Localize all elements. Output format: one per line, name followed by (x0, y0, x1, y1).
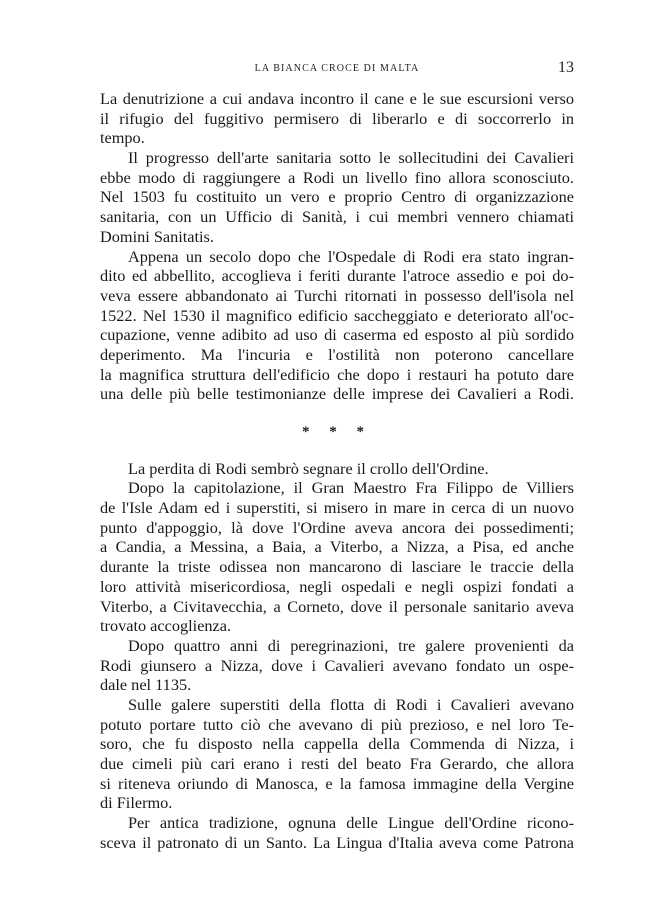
text-line: dito ed abbellito, accoglieva i feriti durante l'atroce assedio e poi do- (100, 266, 574, 286)
text-line: a Candia, a Messina, a Baia, a Viterbo, a Nizza, a Pisa, ed anche (100, 537, 574, 557)
body-text (100, 89, 574, 852)
text-line: Sulle galere superstiti della flotta di Rodi i Cavalieri avevano (128, 694, 574, 714)
text-line: de l'Isle Adam ed i superstiti, si misero in mare in cerca di un nuovo (100, 498, 574, 518)
text-line: loro attività misericordiosa, negli ospedali e negli ospizi fondati a (100, 576, 574, 596)
text-line: cupazione, venne adibito ad uso di caserma ed esposto al più sordido (100, 325, 574, 345)
text-line: ebbe modo di raggiungere a Rodi un livello fino allora sconosciuto. (100, 167, 574, 187)
text-line: tempo. (100, 128, 145, 148)
text-line: Dopo la capitolazione, il Gran Maestro Fra Filippo de Villiers (128, 478, 574, 498)
text-line: sanitaria, con un Ufficio di Sanità, i cui membri vennero chiamati (100, 207, 574, 227)
section-separator: * * * (302, 424, 372, 440)
text-line: il rifugio del fuggitivo permisero di liberarlo e di soccorrerlo in (100, 108, 574, 128)
text-line: una delle più belle testimonianze delle imprese dei Cavalieri a Rodi. (100, 384, 574, 404)
text-line: La perdita di Rodi sembrò segnare il crollo dell'Ordine. (128, 458, 489, 478)
running-title: LA BIANCA CROCE DI MALTA (254, 63, 420, 74)
text-line: Per antica tradizione, ognuna delle Lingue dell'Ordine ricono- (128, 813, 574, 833)
text-line: soro, che fu disposto nella cappella della Commenda di Nizza, i (100, 734, 574, 754)
text-line: Il progresso dell'arte sanitaria sotto le sollecitudini dei Cavalieri (128, 148, 574, 168)
text-line: sceva il patronato di un Santo. La Lingua d'Italia aveva come Patrona (100, 832, 574, 852)
text-line: due cimeli più cari erano i resti del beato Fra Gerardo, che allora (100, 754, 574, 773)
section-after-rodi (100, 459, 574, 853)
page-number: 13 (558, 59, 574, 76)
text-line: Viterbo, a Civitavecchia, a Corneto, dove il personale sanitario aveva (100, 596, 574, 616)
text-line: Rodi giunsero a Nizza, dove i Cavalieri avevano fondato un ospe- (100, 655, 574, 675)
text-line: 1522. Nel 1530 il magnifico edificio saccheggiato e deteriorato all'oc- (100, 305, 574, 325)
section-rodi-hospital (100, 89, 574, 404)
text-line: Appena un secolo dopo che l'Ospedale di Rodi era stato ingran- (128, 246, 574, 266)
running-head (100, 59, 574, 78)
text-line: dale nel 1135. (100, 675, 192, 695)
text-line: potuto portare tutto ciò che avevano di più prezioso, e nel loro Te- (100, 714, 574, 734)
text-line: si riteneva oriundo di Manosca, e la famosa immagine della Vergine (100, 773, 574, 793)
text-line: La denutrizione a cui andava incontro il cane e le sue escursioni verso (100, 89, 574, 108)
text-line: Nel 1503 fu costituito un vero e proprio Centro di organizzazione (100, 187, 574, 207)
text-line: trovato accoglienza. (100, 616, 232, 636)
text-line: punto d'appoggio, là dove l'Ordine aveva ancora dei possedimenti; (100, 517, 574, 537)
text-line: Domini Sanitatis. (100, 226, 214, 246)
text-line: Dopo quattro anni di peregrinazioni, tre galere provenienti da (128, 635, 574, 655)
text-line: di Filermo. (100, 793, 173, 813)
text-line: durante la triste odissea non mancarono di lasciare le traccie della (100, 557, 574, 577)
text-line: la magnifica struttura dell'edificio che dopo i restauri ha potuto dare (100, 364, 574, 384)
text-line: deperimento. Ma l'incuria e l'ostilità non poterono cancellare (100, 344, 574, 364)
text-line: veva essere abbandonato ai Turchi ritornati in possesso dell'isola nel (100, 285, 574, 305)
